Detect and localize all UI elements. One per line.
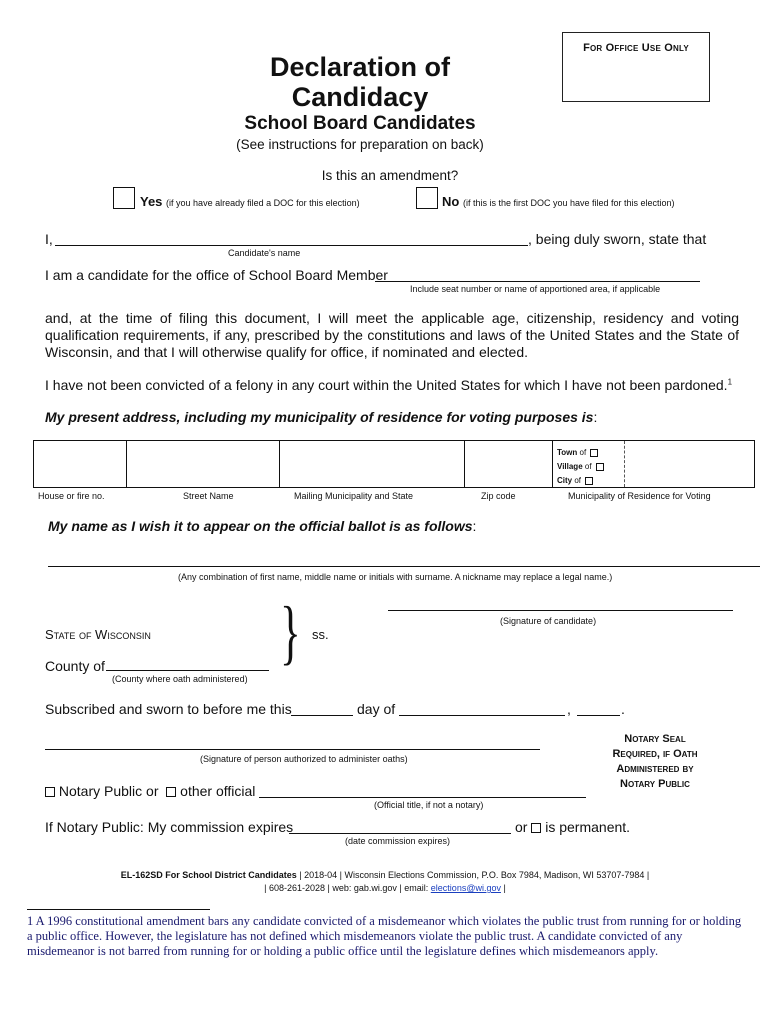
sworn-month-field[interactable] [399, 715, 565, 716]
amendment-yes-checkbox[interactable] [113, 187, 135, 209]
no-note: (if this is the first DOC you have filed for this election) [462, 198, 675, 208]
footnote-separator [27, 909, 210, 910]
address-heading-row [45, 409, 597, 427]
commission-permanent: is permanent. [545, 819, 631, 835]
admin-signature-caption: (Signature of person authorized to administer oaths) [200, 754, 408, 764]
commission-or: or [515, 819, 528, 835]
town-checkbox[interactable] [590, 449, 598, 457]
footer-address: | 2018-04 | Wisconsin Elections Commission, P.O. Box 7984, Madison, WI 53707-7984 | [296, 870, 650, 880]
column-divider [126, 441, 127, 487]
column-divider [279, 441, 280, 487]
felony-footnote-ref: 1 [727, 377, 733, 387]
address-heading: My present address, including my municipality of residence for voting purposes is [45, 409, 594, 425]
sworn-period: . [621, 701, 625, 717]
zip-code-caption: Zip code [481, 491, 516, 501]
commission-caption: (date commission expires) [345, 836, 451, 846]
ballot-heading-row [48, 518, 476, 536]
footnote-text: A 1996 constitutional amendment bars any candidate convicted of a misdemeanor which violates the public trust from running for or holding a public office. However, the legislature has not defined which misdemeanors violate the public trust. A candidate convicted of any misdemeanor is not barred from running for or holding a public office until the legislature defines which misdemeanors apply. [27, 914, 742, 958]
title-line-1: Declaration of [269, 52, 451, 82]
instructions-note: (See instructions for preparation on back) [236, 137, 484, 152]
notary-type-row [45, 783, 255, 799]
sworn-year-field[interactable] [577, 715, 620, 716]
candidate-name-caption: Candidate's name [228, 248, 301, 258]
footer-line-2 [0, 882, 770, 895]
official-title-caption: (Official title, if not a notary) [374, 800, 484, 810]
qualification-paragraph: and, at the time of filing this document, I will meet the applicable age, citizenship, residency and voting qualification requirements, if any, prescribed by the constitutions and laws of the United States and the State of Wisconsin, and that I will otherwise qualify for office, if nominated and elected. [45, 310, 739, 360]
commission-or-row [515, 819, 630, 835]
ballot-name-field[interactable] [48, 566, 760, 567]
form-id: EL-162SD For School District Candidates [120, 870, 297, 880]
felony-statement-row [45, 377, 732, 393]
candidate-signature-field[interactable] [388, 610, 733, 611]
commission-date-field[interactable] [289, 833, 511, 834]
official-title-field[interactable] [259, 797, 586, 798]
address-table [33, 440, 755, 488]
office-use-box [562, 32, 710, 102]
admin-signature-field[interactable] [45, 749, 540, 750]
sworn-comma: , [567, 701, 571, 717]
street-name-caption: Street Name [183, 491, 234, 501]
form-footer [0, 869, 770, 895]
mailing-municipality-caption: Mailing Municipality and State [294, 491, 414, 501]
candidate-signature-caption: (Signature of candidate) [500, 616, 597, 626]
commission-text: If Notary Public: My commission expires [45, 819, 294, 835]
office-statement: I am a candidate for the office of School Board Member [45, 267, 388, 283]
form-subtitle: School Board Candidates [244, 113, 476, 134]
footnote [27, 914, 747, 959]
municipality-type-options [557, 446, 604, 488]
amendment-no-option [442, 194, 675, 209]
column-divider [552, 441, 553, 487]
ss-brace: } [280, 592, 301, 672]
oath-suffix: , being duly sworn, state that [528, 231, 707, 247]
footer-email-link[interactable]: elections@wi.gov [430, 883, 501, 893]
sworn-text: Subscribed and sworn to before me this [45, 701, 292, 717]
felony-statement: I have not been convicted of a felony in any court within the United States for which I have not been pardoned. [45, 377, 728, 393]
office-use-label: For Office Use Only [583, 42, 689, 54]
amendment-no-checkbox[interactable] [416, 187, 438, 209]
address-heading-colon: : [593, 409, 598, 425]
state-label: State of Wisconsin [45, 627, 151, 642]
city-option[interactable]: City of [557, 474, 604, 488]
dashed-divider [624, 441, 625, 487]
county-caption: (County where oath administered) [112, 674, 248, 684]
village-option[interactable]: Village of [557, 460, 604, 474]
oath-prefix: I, [45, 231, 53, 247]
notary-seal-line-4: Notary Public [620, 778, 690, 790]
candidate-name-field[interactable] [55, 245, 528, 246]
other-official-label: other official [180, 783, 256, 799]
no-label: No [442, 194, 460, 209]
ss-label: ss. [312, 627, 329, 642]
notary-public-checkbox[interactable] [45, 787, 55, 797]
notary-seal-line-2: Required, if Oath [612, 748, 698, 760]
footer-line-1 [0, 869, 770, 882]
house-number-caption: House or fire no. [38, 491, 105, 501]
yes-note: (if you have already filed a DOC for this election) [166, 198, 360, 208]
ballot-heading-colon: : [472, 518, 477, 534]
column-divider [464, 441, 465, 487]
yes-label: Yes [140, 194, 163, 209]
amendment-question: Is this an amendment? [321, 168, 459, 183]
notary-seal-line-1: Notary Seal [624, 733, 686, 745]
seat-number-field[interactable] [375, 281, 700, 282]
footnote-number: 1 [27, 914, 34, 928]
notary-seal-line-3: Administered by [616, 763, 694, 775]
sworn-day-field[interactable] [291, 715, 353, 716]
notary-public-label: Notary Public or [58, 783, 159, 799]
county-label: County of [45, 658, 105, 674]
ballot-heading: My name as I wish it to appear on the official ballot is as follows [48, 518, 473, 534]
other-official-checkbox[interactable] [166, 787, 176, 797]
notary-seal-note [590, 732, 720, 792]
seat-number-caption: Include seat number or name of apportioned area, if applicable [410, 284, 661, 294]
title-line-2: Candidacy [291, 82, 429, 112]
permanent-checkbox[interactable] [531, 823, 541, 833]
sworn-day-of: day of [357, 701, 396, 717]
county-field[interactable] [106, 670, 269, 671]
village-checkbox[interactable] [596, 463, 604, 471]
city-checkbox[interactable] [585, 477, 593, 485]
residence-municipality-caption: Municipality of Residence for Voting [568, 491, 711, 501]
footer-line-2-end: | [500, 883, 506, 893]
town-option[interactable]: Town of [557, 446, 604, 460]
footer-contact: | 608-261-2028 | web: gab.wi.gov | email: [264, 883, 431, 893]
ballot-name-caption: (Any combination of first name, middle name or initials with surname. A nickname may replace a legal name.) [178, 572, 613, 582]
amendment-yes-option [140, 194, 360, 209]
